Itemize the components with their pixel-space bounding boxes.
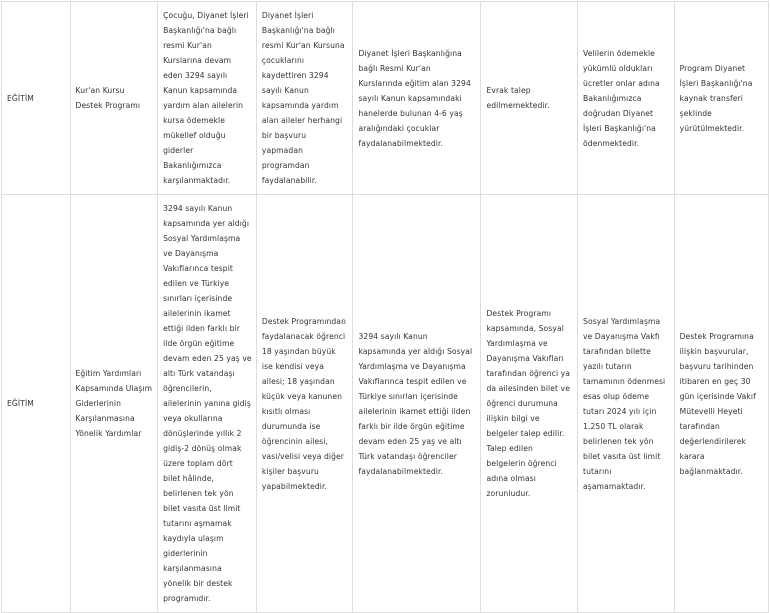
category-text: EĞİTİM [7,93,34,103]
process-cell [674,195,768,613]
programs-table [1,1,769,613]
documents-cell [481,2,578,195]
documents-text: Destek Programı kapsamında, Sosyal Yardımlaşma ve Dayanışma Vakıfları tarafından öğrenci ya da ailesinden bilet ve öğrenci durumuna ilişkin bilgi ve belgeler talep edilir. Talep edilen belgelerin öğrenci adına olması zorunludur. [486,309,571,498]
description-text: 3294 sayılı Kanun kapsamında yer aldığı Sosyal Yardımlaşma ve Dayanışma Vakıflarınca tespit edilen ve Türkiye sınırları içerisinde ailelerinin ikamet ettiği ilden farklı bir ilde örgün eğitime devam eden 25 yaş ve altı Türk vatandaşı öğrencilerin, ailelerinin yanına gidiş veya okullarına dönüşlerinde yıllık 2 gidiş-2 dönüş olmak üzere toplam dört bilet hâlinde, belirlenen tek yön bilet vasıta üst limit tutarını aşmamak kaydıyla ulaşım giderlerinin karşılanmasına yönelik bir destek programıdır. [163,204,252,603]
description-cell [158,195,257,613]
documents-cell [481,195,578,613]
program-name-text: Kur'an Kursu Destek Programı [75,86,141,110]
target-group-cell [353,195,481,613]
payment-cell [578,195,675,613]
eligibility-text: Destek Programından faydalanacak öğrenci 18 yaşından büyük ise kendisi veya ailesi; 18 yaşından küçük veya kanunen kısıtlı olması durumunda ise öğrencinin ailesi, vasi/velisi veya diğer kişiler başvuru yapabilmektedir. [261,316,346,491]
eligibility-text: Diyanet İşleri Başkanlığı'na bağlı resmi Kur'an Kursuna çocuklarını kaydettiren 3294 sayılı Kanun kapsamında yardım alan aileler herhangi bir başvuru yapmadan programdan faydalanabilir. [261,11,345,185]
program-name-cell [70,195,158,613]
table-row [2,195,769,613]
category-text: EĞİTİM [7,399,34,408]
payment-text: Velilerin ödemekle yükümlü oldukları ücretler onlar adına Bakanlığımızca doğrudan Diyanet İşleri Başkanlığı'na ödenmektedir. [583,48,660,148]
program-name-cell [70,2,158,195]
target-group-text: Diyanet İşleri Başkanlığına bağlı Resmi Kur'an Kurslarında eğitim alan 3294 sayılı Kanun kapsamındaki hanelerde bulunan 4-6 yaş aralığındaki çocuklar faydalanabilmektedir. [358,48,471,148]
eligibility-cell [256,195,353,613]
process-cell [674,2,768,195]
category-cell [2,195,71,613]
target-group-text: 3294 sayılı Kanun kapsamında yer aldığı Sosyal Yardımlaşma ve Dayanışma Vakıflarınca tespit edilen ve Türkiye sınırları içerisinde ailelerinin ikamet ettiği ilden farklı bir ilde örgün eğitime devam eden 25 yaş ve altı Türk vatandaşı öğrenciler faydalanabilmektedir. [358,331,473,476]
process-text: Destek Programına ilişkin başvurular, başvuru tarihinden itibaren en geç 30 gün içerisinde Vakıf Mütevelli Heyeti tarafından değerlendirilerek karara bağlanmaktadır. [679,331,756,476]
payment-text: Sosyal Yardımlaşma ve Dayanışma Vakfı tarafından bilette yazılı tutarın tamamının ödenmesi esas olup ödeme tutarı 2024 yılı için 1.250 TL olarak belirlenen tek yön bilet vasıta üst limit tutarını aşamamaktadır. [583,316,666,491]
table-row [2,2,769,195]
program-name-text: Eğitim Yardımları Kapsamında Ulaşım Giderlerinin Karşılanmasına Yönelik Yardımlar [75,369,153,438]
description-text: Çocuğu, Diyanet İşleri Başkanlığı'na bağlı resmi Kur'an Kurslarına devam eden 3294 sayılı Kanun kapsamında yardım alan ailelerin kursa ödemekle mükellef olduğu giderler Bakanlığımızca karşılanmaktadır. [163,11,249,185]
social-assistance-table [0,1,770,603]
description-cell [158,2,257,195]
eligibility-cell [256,2,353,195]
process-text: Program Diyanet İşleri Başkanlığı'na kaynak transferi şeklinde yürütülmektedir. [679,63,753,133]
category-cell [2,2,71,195]
payment-cell [578,2,675,195]
documents-text: Evrak talep edilmemektedir. [486,86,550,110]
target-group-cell [353,2,481,195]
